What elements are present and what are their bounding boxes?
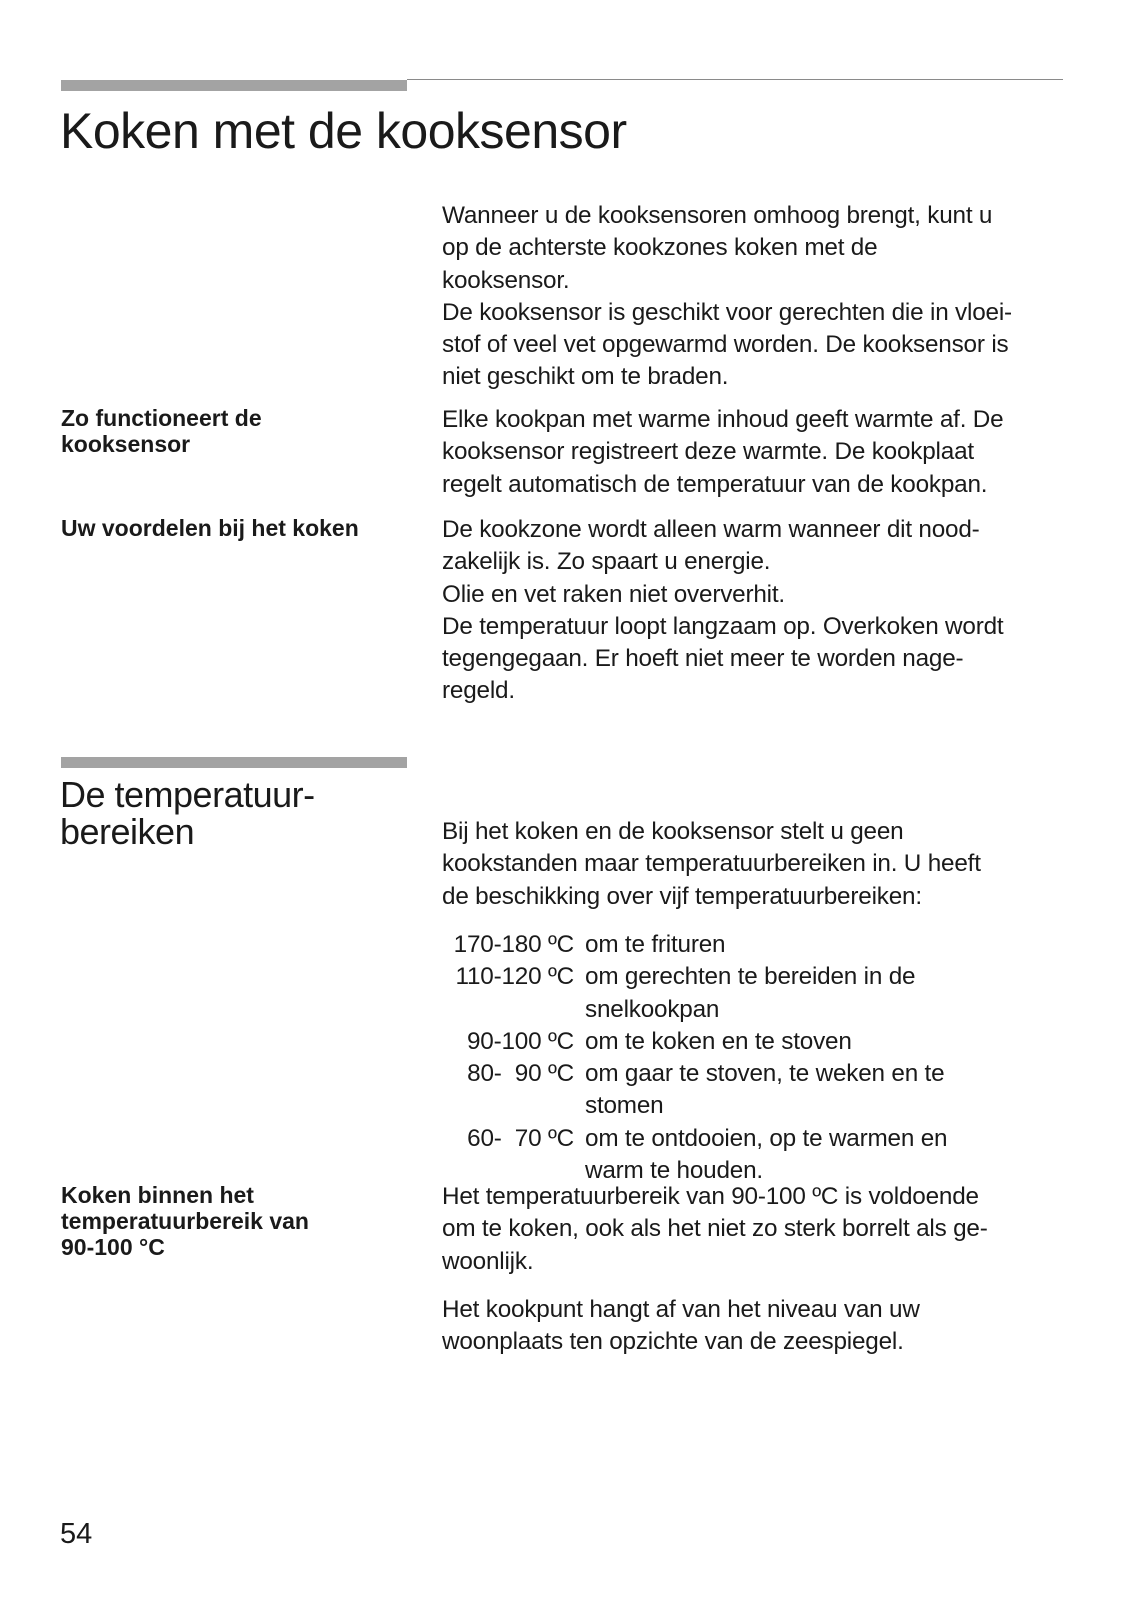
range-cell: 80- 90 ºC: [467, 1060, 574, 1088]
text-line: regeld.: [442, 677, 515, 705]
table-row: [442, 929, 1005, 961]
description-cell: [585, 961, 1005, 1026]
title-rule-thin: [407, 79, 1063, 80]
text-line: zakelijk is. Zo spaart u energie.: [442, 548, 771, 576]
text-line: Het kookpunt hangt af van het niveau van uw: [442, 1296, 920, 1323]
text-line: kookstanden maar temperatuurbereiken in. U heeft: [442, 850, 981, 878]
text-line: om te koken en te stoven: [585, 1027, 852, 1055]
heading-line: Zo functioneert de: [61, 405, 262, 431]
text-line: de beschikking over vijf temperatuurbereiken:: [442, 882, 922, 910]
title-line: De temperatuur-: [60, 774, 315, 815]
text-line: De temperatuur loopt langzaam op. Overkoken wordt: [442, 612, 1004, 640]
text-line: kooksensor.: [442, 266, 570, 294]
cooking-range-paragraph: [442, 1181, 1072, 1278]
text-line: op de achterste kookzones koken met de: [442, 234, 878, 262]
text-line: tegengegaan. Er hoeft niet meer te worden nage-: [442, 645, 964, 673]
text-line: De kookzone wordt alleen warm wanneer dit nood-: [442, 516, 980, 543]
heading-line: temperatuurbereik van: [61, 1208, 309, 1234]
description-cell: [585, 1058, 1005, 1123]
text-line: stomen: [585, 1092, 664, 1120]
text-line: om te ontdooien, op te warmen en: [585, 1124, 948, 1152]
text-line: om gaar te stoven, te weken en te: [585, 1060, 945, 1088]
advantages-heading: [61, 515, 409, 541]
heading-line: Koken binnen het: [61, 1182, 254, 1208]
text-line: kooksensor registreert deze warmte. De kookplaat: [442, 438, 974, 466]
temperature-ranges-table: [442, 929, 1005, 1187]
page-number: 54: [60, 1518, 93, 1550]
text-line: om gerechten te bereiden in de: [585, 963, 916, 991]
text-line: om te frituren: [585, 931, 726, 958]
text-line: Wanneer u de kooksensoren omhoog brengt, kunt u: [442, 202, 993, 229]
text-line: snelkookpan: [585, 995, 720, 1023]
section-rule: [61, 757, 407, 768]
range-cell: 170-180 ºC: [453, 931, 574, 958]
range-cell: 60- 70 ºC: [467, 1124, 574, 1152]
range-cell: 110-120 ºC: [455, 963, 574, 991]
text-line: om te koken, ook als het niet zo sterk borrelt als ge-: [442, 1215, 988, 1243]
table-row: [442, 961, 1005, 1026]
text-line: regelt automatisch de temperatuur van de kookpan.: [442, 470, 988, 498]
description-cell: [585, 929, 1005, 961]
range-cell: 90-100 ºC: [466, 1027, 574, 1055]
section-title: [60, 776, 405, 850]
text-line: Elke kookpan met warme inhoud geeft warmte af. De: [442, 406, 1004, 433]
text-line: Het temperatuurbereik van 90-100 ºC is voldoende: [442, 1183, 979, 1210]
title-line: bereiken: [60, 811, 195, 852]
advantages-paragraph: [442, 514, 1072, 708]
title-rule-thick: [61, 80, 407, 91]
description-cell: [585, 1026, 1005, 1058]
how-it-works-heading: [61, 405, 409, 457]
text-line: Olie en vet raken niet oververhit.: [442, 580, 785, 608]
heading-line: Uw voordelen bij het koken: [61, 515, 359, 541]
intro-paragraph: [442, 200, 1072, 394]
boiling-point-note: [442, 1294, 1072, 1359]
how-it-works-paragraph: [442, 404, 1072, 501]
description-cell: [585, 1123, 1005, 1188]
cooking-range-heading: [61, 1182, 409, 1260]
text-line: niet geschikt om te braden.: [442, 363, 729, 391]
text-line: warm te houden.: [585, 1157, 763, 1185]
text-line: stof of veel vet opgewarmd worden. De kooksensor is: [442, 331, 1009, 359]
heading-line: kooksensor: [61, 431, 191, 457]
text-line: woonlijk.: [442, 1247, 534, 1275]
table-row: [442, 1026, 1005, 1058]
ranges-intro-paragraph: [442, 816, 1072, 913]
heading-line: 90-100 °C: [61, 1234, 165, 1260]
text-line: Bij het koken en de kooksensor stelt u geen: [442, 818, 904, 845]
text-line: woonplaats ten opzichte van de zeespiegel.: [442, 1328, 904, 1356]
table-row: [442, 1058, 1005, 1123]
page-title: Koken met de kooksensor: [60, 103, 627, 159]
text-line: De kooksensor is geschikt voor gerechten die in vloei-: [442, 298, 1012, 326]
table-row: [442, 1123, 1005, 1188]
